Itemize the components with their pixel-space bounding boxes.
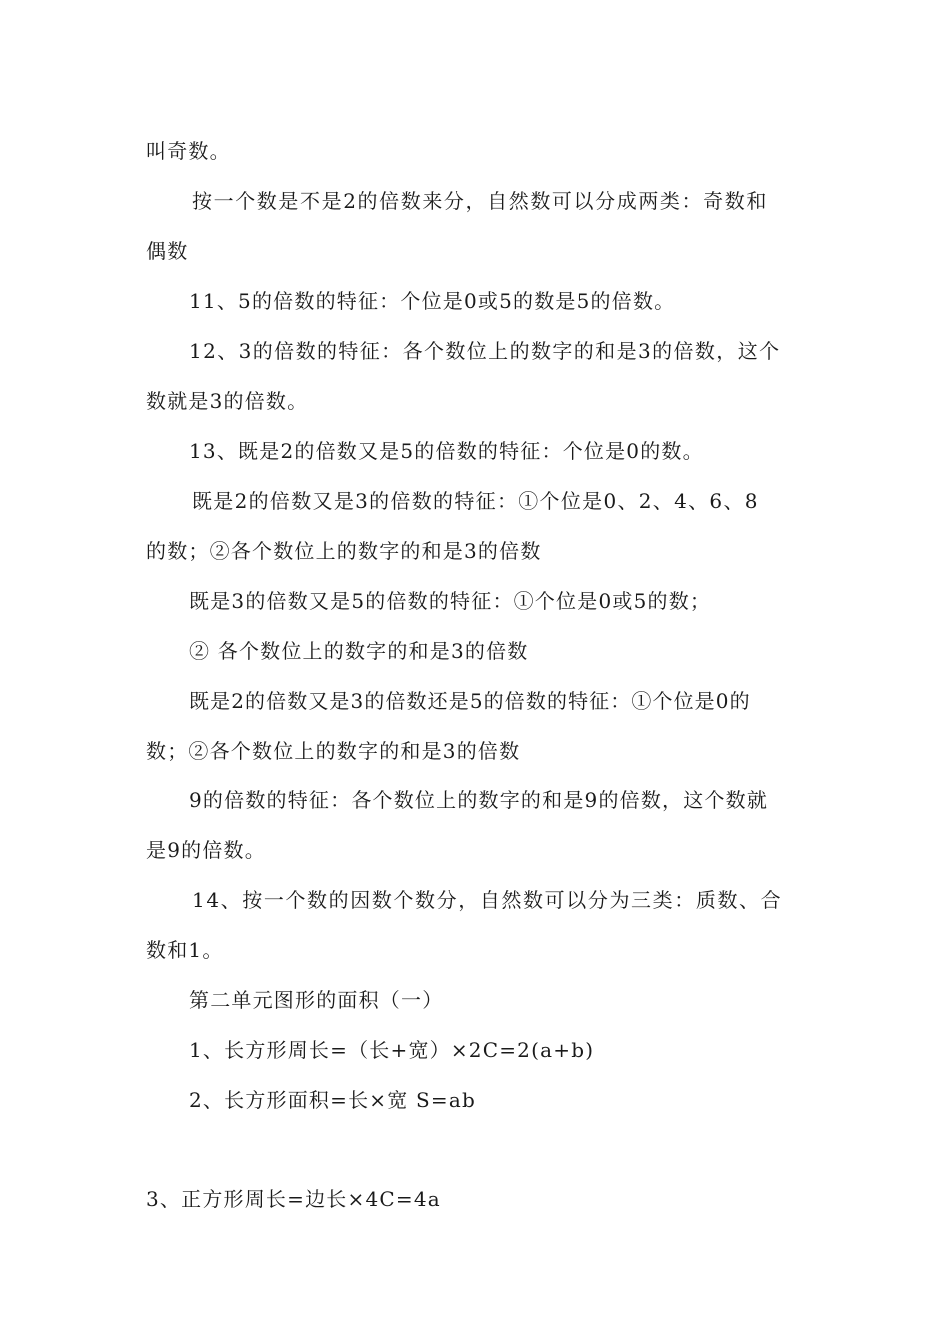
text-line-item-14: 14、按一个数的因数个数分，自然数可以分为三类：质数、合 [192,888,783,912]
text-line-multiple-2-3-5-end: 数；②各个数位上的数字的和是3的倍数 [146,739,521,763]
text-line-parity-classification: 按一个数是不是2的倍数来分，自然数可以分成两类：奇数和 [192,189,768,213]
text-line-multiple-9-end: 是9的倍数。 [146,838,266,862]
text-line-multiple-2-and-3-end: 的数；②各个数位上的数字的和是3的倍数 [146,539,542,563]
text-line-multiple-3-and-5-end: ② 各个数位上的数字的和是3的倍数 [189,639,529,663]
text-line-multiple-3-and-5: 既是3的倍数又是5的倍数的特征：①个位是0或5的数； [189,589,712,613]
text-line-odd-definition-end: 叫奇数。 [146,139,231,163]
formula-square-perimeter: 3、正方形周长=边长×4C=4a [146,1187,441,1211]
formula-rectangle-area: 2、长方形面积=长×宽 S=ab [189,1088,476,1112]
text-line-multiple-9: 9的倍数的特征：各个数位上的数字的和是9的倍数，这个数就 [189,788,769,812]
text-line-item-12: 12、3的倍数的特征：各个数位上的数字的和是3的倍数，这个 [189,339,781,363]
text-line-item-12-end: 数就是3的倍数。 [146,389,309,413]
text-line-item-11: 11、5的倍数的特征：个位是0或5的数是5的倍数。 [189,289,676,313]
text-line-multiple-2-and-3: 既是2的倍数又是3的倍数的特征：①个位是0、2、4、6、8 [192,489,759,513]
formula-rectangle-perimeter: 1、长方形周长=（长+宽）×2C=2(a+b) [189,1038,595,1062]
text-line-item-14-end: 数和1。 [146,938,224,962]
text-line-parity-classification-end: 偶数 [146,239,189,263]
text-line-item-13: 13、既是2的倍数又是5的倍数的特征：个位是0的数。 [189,439,704,463]
section-heading-unit-2: 第二单元图形的面积（一） [189,988,444,1012]
text-line-multiple-2-3-5: 既是2的倍数又是3的倍数还是5的倍数的特征：①个位是0的 [189,689,751,713]
